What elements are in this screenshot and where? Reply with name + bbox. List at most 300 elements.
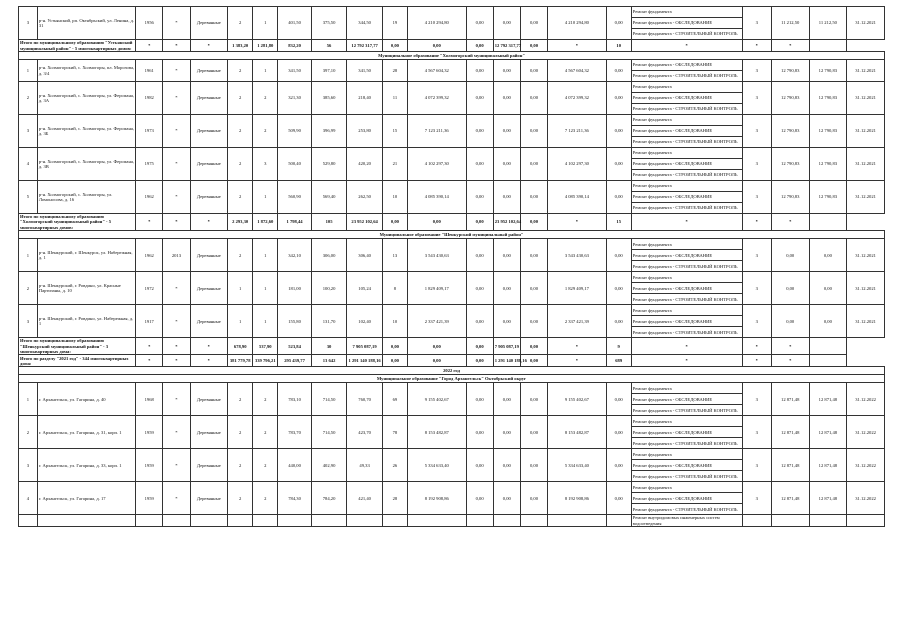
table-cell <box>847 515 885 527</box>
subtotal-cell: * <box>631 355 742 367</box>
table-cell: 306,00 <box>311 239 347 272</box>
table-cell: 8 192 908,86 <box>548 482 607 515</box>
work-type-cell: Ремонт фундамента - ОБСЛЕДОВАНИЕ <box>631 126 742 137</box>
work-type-cell: Ремонт фундамента - ОБСЛЕДОВАНИЕ <box>631 316 742 327</box>
work-type-cell: Ремонт фундамента <box>631 449 742 460</box>
table-cell: 4 567 604,32 <box>407 60 466 82</box>
municipality-header-row <box>19 52 885 60</box>
table-cell: 10 <box>382 305 407 338</box>
table-cell: * <box>163 148 190 181</box>
subtotal-cell: 0,00 <box>382 214 407 231</box>
table-cell <box>278 515 311 527</box>
table-cell: 0,00 <box>606 449 631 482</box>
table-cell: 0,00 <box>493 60 520 82</box>
table-cell: 0,00 <box>520 7 547 40</box>
table-cell: Деревянные <box>190 416 228 449</box>
table-cell: Деревянные <box>190 7 228 40</box>
table-cell: 3 <box>19 7 38 40</box>
table-cell: 0,00 <box>493 482 520 515</box>
table-cell: 2 <box>228 181 253 214</box>
table-cell: * <box>163 272 190 305</box>
table-cell: 3 <box>742 482 771 515</box>
table-cell: * <box>163 482 190 515</box>
table-cell: 3 <box>742 305 771 338</box>
table-cell: 3 <box>19 305 38 338</box>
subtotal-cell: * <box>190 40 228 52</box>
table-cell: 2 <box>228 482 253 515</box>
table-cell: 13 <box>382 239 407 272</box>
table-cell: 0,00 <box>809 305 847 338</box>
table-cell: г. Архангельск, ул. Гагарина, д. 40 <box>37 383 135 416</box>
subtotal-cell: 0,00 <box>407 355 466 367</box>
table-cell: 0,00 <box>466 148 493 181</box>
subtotal-cell: 678,90 <box>228 338 253 355</box>
table-cell: 1962 <box>136 181 163 214</box>
work-type-cell: Ремонт фундамента - СТРОИТЕЛЬНЫЙ КОНТРОЛЬ <box>631 137 742 148</box>
table-cell: 2 <box>253 115 278 148</box>
table-cell: * <box>163 383 190 416</box>
table-cell: 9 155 402,67 <box>407 383 466 416</box>
table-cell: 4 <box>19 482 38 515</box>
table-cell: 2 <box>228 416 253 449</box>
subtotal-cell: 23 952 102,64 <box>493 214 520 231</box>
table-cell <box>382 515 407 527</box>
table-cell: 3 <box>253 148 278 181</box>
subtotal-row <box>19 214 885 231</box>
table-cell: 3 <box>742 115 771 148</box>
subtotal-cell: * <box>190 214 228 231</box>
subtotal-cell: * <box>771 338 809 355</box>
table-cell: 218,40 <box>347 82 383 115</box>
subtotal-cell: 1 798,44 <box>278 214 311 231</box>
table-cell: 0,00 <box>520 239 547 272</box>
table-cell: 3 <box>742 82 771 115</box>
table-cell: 0,00 <box>466 60 493 82</box>
table-cell: 0,00 <box>466 181 493 214</box>
table-cell: 31.12.2021 <box>847 181 885 214</box>
subtotal-cell: 12 792 317,77 <box>493 40 520 52</box>
table-cell: 0,00 <box>493 115 520 148</box>
subtotal-cell: 0,00 <box>407 214 466 231</box>
table-cell: 783,70 <box>278 416 311 449</box>
table-cell: 1 <box>19 383 38 416</box>
table-cell: 402,90 <box>311 449 347 482</box>
subtotal-cell: 12 792 317,77 <box>347 40 383 52</box>
table-cell: 5 334 633,40 <box>548 449 607 482</box>
subtotal-label: Итого по муниципальному образованию "Шенкурский муниципальный район" - 3 многоквартирных дома: <box>19 338 136 355</box>
table-cell: 1 <box>253 181 278 214</box>
subtotal-cell: * <box>136 355 163 367</box>
table-cell: 4 210 294,80 <box>407 7 466 40</box>
table-cell: 28 <box>382 60 407 82</box>
table-row <box>19 239 885 250</box>
table-cell: 3 <box>742 181 771 214</box>
table-cell: 783,10 <box>278 383 311 416</box>
table-cell: 10 <box>382 181 407 214</box>
table-cell: * <box>163 416 190 449</box>
table-cell <box>37 515 135 527</box>
table-cell: 440,00 <box>278 449 311 482</box>
table-cell <box>606 515 631 527</box>
subtotal-cell: * <box>163 338 190 355</box>
table-cell <box>136 515 163 527</box>
table-cell: 341,50 <box>278 60 311 82</box>
table-cell: 12 871,48 <box>809 416 847 449</box>
table-cell: Деревянные <box>190 449 228 482</box>
year-label: 2022 год <box>19 367 885 375</box>
table-cell: 1968 <box>136 383 163 416</box>
subtotal-cell: 0,00 <box>466 338 493 355</box>
subtotal-cell: 1 291 140 188,16 <box>493 355 520 367</box>
table-cell: 0,00 <box>493 272 520 305</box>
table-cell: 0,00 <box>809 239 847 272</box>
table-cell: 31.12.2021 <box>847 60 885 82</box>
subtotal-cell: 0,00 <box>382 40 407 52</box>
table-cell: 529,80 <box>311 148 347 181</box>
table-cell: 69 <box>382 383 407 416</box>
table-cell: 2 <box>253 449 278 482</box>
table-cell: 4 <box>19 148 38 181</box>
subtotal-cell: 7 905 087,19 <box>493 338 520 355</box>
table-cell: г. Архангельск, ул. Гагарина, д. 31, корп. 1 <box>37 416 135 449</box>
table-cell: * <box>163 7 190 40</box>
table-cell: 19 <box>382 7 407 40</box>
table-row <box>19 115 885 126</box>
table-cell: 423,70 <box>347 416 383 449</box>
subtotal-row <box>19 338 885 355</box>
table-cell: Деревянные <box>190 272 228 305</box>
table-cell: 2 <box>19 416 38 449</box>
table-cell: 1 829 409,17 <box>548 272 607 305</box>
work-type-cell: Ремонт фундамента <box>631 115 742 126</box>
table-cell: р-н. Холмогорский, с. Холмогоры, ул. Ферсмана, д. 3А <box>37 82 135 115</box>
subtotal-cell: 1 383,20 <box>228 40 253 52</box>
table-cell: 2 <box>228 383 253 416</box>
work-type-cell: Ремонт фундамента - СТРОИТЕЛЬНЫЙ КОНТРОЛЬ <box>631 203 742 214</box>
table-cell: Деревянные <box>190 239 228 272</box>
table-cell: 4 102 297,30 <box>407 148 466 181</box>
table-cell: 5 334 633,40 <box>407 449 466 482</box>
work-type-cell: Ремонт фундамента - ОБСЛЕДОВАНИЕ <box>631 460 742 471</box>
table-cell: 0,00 <box>520 383 547 416</box>
subtotal-cell: 1 291 140 188,16 <box>347 355 383 367</box>
subtotal-cell: * <box>742 214 771 231</box>
work-type-cell: Ремонт фундамента - СТРОИТЕЛЬНЫЙ КОНТРОЛЬ <box>631 471 742 482</box>
table-cell <box>548 515 607 527</box>
table-cell: 2 <box>253 416 278 449</box>
subtotal-cell: * <box>631 214 742 231</box>
table-cell: 105,24 <box>347 272 383 305</box>
table-cell: 12 871,48 <box>809 482 847 515</box>
table-cell: 8 <box>382 272 407 305</box>
table-cell: 3 <box>19 115 38 148</box>
table-cell: 3 <box>742 148 771 181</box>
table-cell: Деревянные <box>190 115 228 148</box>
table-cell: 4 085 390,14 <box>407 181 466 214</box>
table-cell: 3 <box>742 60 771 82</box>
table-cell: 0,00 <box>606 272 631 305</box>
table-cell: Деревянные <box>190 482 228 515</box>
subtotal-cell: 0,00 <box>520 355 547 367</box>
table-cell: 12 871,48 <box>771 482 809 515</box>
table-cell: 1973 <box>136 115 163 148</box>
work-type-cell: Ремонт фундамента <box>631 272 742 283</box>
table-cell: 12 871,48 <box>809 383 847 416</box>
subtotal-cell: 1 281,80 <box>253 40 278 52</box>
table-cell: 421,40 <box>347 482 383 515</box>
table-cell: * <box>163 181 190 214</box>
table-cell: Деревянные <box>190 148 228 181</box>
table-cell: 3 <box>742 416 771 449</box>
table-cell: 342,10 <box>278 239 311 272</box>
work-type-cell: Ремонт фундамента <box>631 82 742 93</box>
subtotal-cell: 0,00 <box>520 338 547 355</box>
table-cell: 12 790,83 <box>771 115 809 148</box>
table-row <box>19 272 885 283</box>
table-cell: 784,20 <box>311 482 347 515</box>
table-cell: 1 <box>228 272 253 305</box>
subtotal-cell: * <box>631 338 742 355</box>
subtotal-cell <box>809 338 847 355</box>
subtotal-cell: 0,00 <box>466 355 493 367</box>
table-cell: 181,00 <box>278 272 311 305</box>
table-cell: 0,00 <box>466 115 493 148</box>
table-cell: Деревянные <box>190 383 228 416</box>
table-cell <box>466 515 493 527</box>
subtotal-cell: * <box>163 40 190 52</box>
subtotal-cell: 689 <box>606 355 631 367</box>
subtotal-cell: * <box>742 355 771 367</box>
work-type-cell: Ремонт фундамента <box>631 239 742 250</box>
table-cell: р-н. Холмогорский, с. Холмогоры, ул. Ферсмана, д. 3Б <box>37 115 135 148</box>
table-cell: 0,00 <box>466 482 493 515</box>
table-cell <box>228 515 253 527</box>
municipality-header-row <box>19 375 885 383</box>
table-cell: * <box>163 305 190 338</box>
table-cell: 341,50 <box>347 60 383 82</box>
table-cell: 8 153 482,87 <box>548 416 607 449</box>
table-cell: 12 790,83 <box>809 181 847 214</box>
table-cell: 3 <box>19 449 38 482</box>
table-cell: 0,00 <box>493 416 520 449</box>
table-cell: 1 <box>253 60 278 82</box>
table-cell: 569,40 <box>311 181 347 214</box>
table-cell: * <box>163 115 190 148</box>
table-cell: 11 212,50 <box>771 7 809 40</box>
table-cell: 0,00 <box>606 416 631 449</box>
table-cell: 1 <box>253 7 278 40</box>
table-cell <box>163 515 190 527</box>
table-cell: 8 153 482,87 <box>407 416 466 449</box>
table-cell: р-н. Шенкурский, г. Ровдино, ул. Красные Партизаны, д. 10 <box>37 272 135 305</box>
subtotal-cell: * <box>771 40 809 52</box>
table-cell: 1 <box>19 239 38 272</box>
table-cell: 3 543 430,63 <box>548 239 607 272</box>
subtotal-cell: * <box>136 40 163 52</box>
table-cell: 8 192 908,86 <box>407 482 466 515</box>
table-cell: 344,50 <box>347 7 383 40</box>
subtotal-cell: 832,20 <box>278 40 311 52</box>
work-type-cell: Ремонт фундамента - СТРОИТЕЛЬНЫЙ КОНТРОЛЬ <box>631 294 742 305</box>
table-cell: 0,00 <box>606 82 631 115</box>
table-cell: 12 790,83 <box>771 148 809 181</box>
table-cell: * <box>163 449 190 482</box>
table-cell: 1972 <box>136 272 163 305</box>
municipality-label: Муниципальное образование "Шенкурский муниципальный район" <box>19 231 885 239</box>
subtotal-label: Итого по разделу "2021 год" - 344 многоквартирных дома: <box>19 355 136 367</box>
subtotal-cell: 7 905 087,19 <box>347 338 383 355</box>
table-cell: 0,00 <box>606 115 631 148</box>
work-type-cell: Ремонт фундамента <box>631 7 742 18</box>
table-cell <box>742 515 771 527</box>
table-cell: 31.12.2021 <box>847 82 885 115</box>
table-cell: 21 <box>382 148 407 181</box>
work-type-cell: Ремонт фундамента - ОБСЛЕДОВАНИЕ <box>631 192 742 203</box>
subtotal-row <box>19 355 885 367</box>
table-row <box>19 416 885 427</box>
subtotal-cell: 0,00 <box>382 355 407 367</box>
subtotal-cell: 9 <box>606 338 631 355</box>
table-cell <box>347 515 383 527</box>
table-cell: 1 <box>228 305 253 338</box>
table-cell: 5 <box>19 181 38 214</box>
table-cell: 0,00 <box>606 7 631 40</box>
table-cell: * <box>163 60 190 82</box>
table-row <box>19 181 885 192</box>
table-cell <box>407 515 466 527</box>
table-cell: 0,00 <box>466 239 493 272</box>
table-cell: 4 210 294,80 <box>548 7 607 40</box>
table-cell: 3 <box>742 239 771 272</box>
table-cell: 31.12.2021 <box>847 115 885 148</box>
subtotal-cell: 23 952 102,64 <box>347 214 383 231</box>
table-row <box>19 305 885 316</box>
table-cell: 2 <box>253 82 278 115</box>
subtotal-cell: 0,00 <box>466 214 493 231</box>
table-cell: 3 <box>742 7 771 40</box>
document-sheet <box>18 6 885 634</box>
table-cell: 1982 <box>136 82 163 115</box>
subtotal-cell: 0,00 <box>407 338 466 355</box>
table-cell: 0,00 <box>520 449 547 482</box>
table-cell: 31.12.2021 <box>847 7 885 40</box>
subtotal-row <box>19 40 885 52</box>
work-type-cell: Ремонт фундамента - СТРОИТЕЛЬНЫЙ КОНТРОЛЬ <box>631 504 742 515</box>
table-cell: 3 <box>742 449 771 482</box>
table-cell: 0,00 <box>493 82 520 115</box>
subtotal-cell: * <box>548 214 607 231</box>
table-cell: 1956 <box>136 7 163 40</box>
subtotal-cell: 1 872,60 <box>253 214 278 231</box>
table-row <box>19 515 885 527</box>
table-cell: 420,20 <box>347 148 383 181</box>
table-row <box>19 383 885 394</box>
work-type-cell: Ремонт фундамента - СТРОИТЕЛЬНЫЙ КОНТРОЛЬ <box>631 405 742 416</box>
subtotal-cell: 537,90 <box>253 338 278 355</box>
table-cell: 1961 <box>136 60 163 82</box>
subtotal-cell: 30 <box>311 338 347 355</box>
subtotal-cell <box>809 214 847 231</box>
table-cell: 0,00 <box>493 7 520 40</box>
work-type-cell: Ремонт фундамента <box>631 416 742 427</box>
table-cell: 4 567 604,32 <box>548 60 607 82</box>
table-cell: р-н. Шенкурский, г. Шенкурск, ул. Набережная, д. 1 <box>37 239 135 272</box>
table-body <box>19 7 885 527</box>
table-cell: 31.12.2022 <box>847 383 885 416</box>
table-cell: 2 <box>228 148 253 181</box>
table-row <box>19 82 885 93</box>
subtotal-cell: 523,84 <box>278 338 311 355</box>
table-cell: 0,00 <box>606 482 631 515</box>
subtotal-cell: 0,00 <box>382 338 407 355</box>
table-cell: 1917 <box>136 305 163 338</box>
table-cell: 0,00 <box>520 148 547 181</box>
subtotal-cell: 2 293,30 <box>228 214 253 231</box>
table-row <box>19 60 885 71</box>
table-cell: 0,00 <box>520 181 547 214</box>
subtotal-cell: 15 <box>606 214 631 231</box>
table-cell: 1 <box>253 239 278 272</box>
work-type-cell: Ремонт фундамента - ОБСЛЕДОВАНИЕ <box>631 159 742 170</box>
subtotal-cell: * <box>771 214 809 231</box>
table-cell: 1962 <box>136 239 163 272</box>
work-type-cell: Ремонт фундамента - СТРОИТЕЛЬНЫЙ КОНТРОЛЬ <box>631 29 742 40</box>
table-cell: 0,00 <box>466 305 493 338</box>
table-cell: 31.12.2022 <box>847 416 885 449</box>
table-cell: 397,10 <box>311 60 347 82</box>
table-cell: 509,90 <box>278 115 311 148</box>
table-cell: 12 871,48 <box>771 449 809 482</box>
subtotal-cell: 0,00 <box>407 40 466 52</box>
subtotal-label: Итого по муниципальному образованию "Устьянский муниципальный район" - 5 многоквартирных домов: <box>19 40 136 52</box>
table-cell: 4 072 399,32 <box>407 82 466 115</box>
table-cell: 4 085 390,14 <box>548 181 607 214</box>
work-type-cell: Ремонт фундамента - СТРОИТЕЛЬНЫЙ КОНТРОЛЬ <box>631 327 742 338</box>
table-cell: 0,00 <box>466 416 493 449</box>
table-cell: 0,00 <box>520 482 547 515</box>
table-cell: 11 <box>382 82 407 115</box>
table-cell: 3 <box>742 272 771 305</box>
table-cell: 0,00 <box>606 305 631 338</box>
table-cell: 784,30 <box>278 482 311 515</box>
table-cell: 26 <box>382 449 407 482</box>
table-cell: р-н. Устьянский, рп. Октябрьский, ул. Ленина, д. 31 <box>37 7 135 40</box>
table-cell <box>190 515 228 527</box>
table-cell: 385,60 <box>311 82 347 115</box>
table-cell: 0,00 <box>520 272 547 305</box>
table-cell: 12 790,83 <box>771 181 809 214</box>
table-cell: 0,00 <box>606 239 631 272</box>
subtotal-cell: * <box>631 40 742 52</box>
table-cell <box>771 515 809 527</box>
work-type-cell: Ремонт фундамента - ОБСЛЕДОВАНИЕ <box>631 394 742 405</box>
table-cell: р-н. Холмогорский, с. Холмогоры, ул. Ломоносова, д. 16 <box>37 181 135 214</box>
table-cell: 12 871,48 <box>771 383 809 416</box>
table-cell: 0,00 <box>493 148 520 181</box>
subtotal-label: Итого по муниципальному образованию "Холмогорский муниципальный район" - 5 многоквартирных домов: <box>19 214 136 231</box>
table-cell: 0,00 <box>606 383 631 416</box>
table-cell: 0,00 <box>493 383 520 416</box>
table-cell: 0,00 <box>606 148 631 181</box>
table-cell: 321,30 <box>278 82 311 115</box>
year-header-row <box>19 367 885 375</box>
table-cell: 2 <box>228 449 253 482</box>
table-cell: 0,00 <box>466 383 493 416</box>
table-cell: 2 <box>228 82 253 115</box>
table-cell: 102,40 <box>347 305 383 338</box>
table-cell: 12 790,83 <box>809 82 847 115</box>
table-cell: 12 790,83 <box>809 148 847 181</box>
